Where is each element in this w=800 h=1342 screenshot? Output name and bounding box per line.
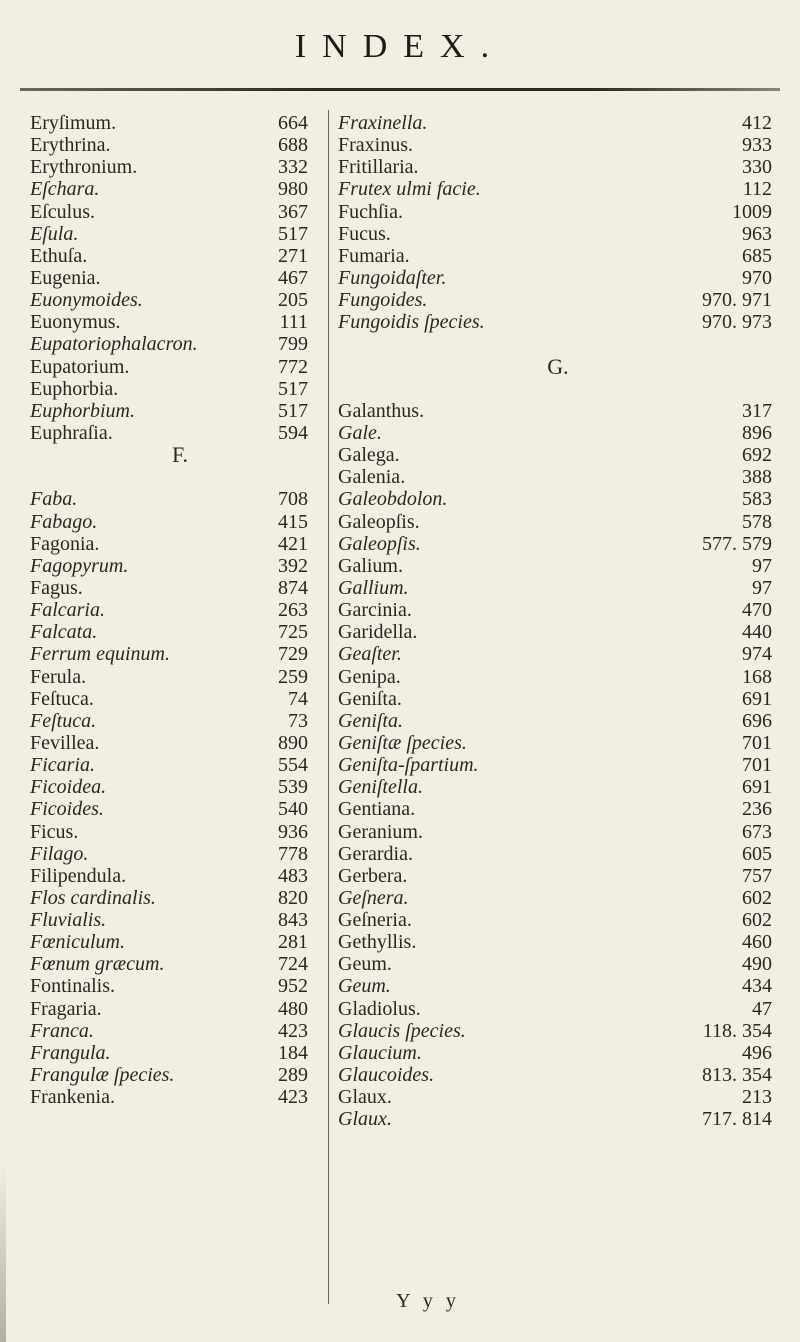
index-entry — [338, 1086, 778, 1108]
index-entry — [338, 444, 778, 466]
index-entry — [30, 1042, 330, 1064]
entry-name: Geſneria. — [338, 909, 412, 932]
entry-page-number: 696 — [742, 709, 772, 732]
index-entry — [30, 843, 330, 865]
entry-page-number: 673 — [742, 820, 772, 843]
entry-name: Geniſta. — [338, 687, 402, 710]
entry-name: Euonymus. — [30, 311, 121, 334]
entry-name: Geum. — [338, 953, 392, 976]
entry-name: Geniſtæ ſpecies. — [338, 731, 467, 754]
row-spacer — [338, 333, 778, 355]
entry-page-number: 963 — [742, 222, 772, 245]
entry-page-number: 490 — [742, 953, 772, 976]
entry-page-number: 118. 354 — [702, 1019, 772, 1042]
entry-name: Gerbera. — [338, 864, 408, 887]
index-entry — [338, 688, 778, 710]
entry-name: Eſchara. — [30, 178, 100, 201]
entry-name: Glaucoides. — [338, 1064, 435, 1087]
entry-page-number: 602 — [742, 909, 772, 932]
entry-page-number: 724 — [278, 953, 308, 976]
entry-page-number: 289 — [278, 1064, 308, 1087]
entry-page-number: 717. 814 — [702, 1108, 772, 1131]
index-entry — [338, 643, 778, 665]
entry-page-number: 701 — [742, 731, 772, 754]
entry-page-number: 470 — [742, 599, 772, 622]
entry-page-number: 47 — [752, 997, 772, 1020]
index-entry — [338, 821, 778, 843]
index-entry — [338, 577, 778, 599]
index-entry — [338, 201, 778, 223]
section-letter: F. — [172, 442, 188, 468]
entry-page-number: 820 — [278, 886, 308, 909]
index-entry — [338, 1108, 778, 1130]
entry-name: Glaux. — [338, 1108, 392, 1131]
index-entry — [30, 732, 330, 754]
entry-name: Fungoides. — [338, 289, 428, 312]
catchword: Y y y — [396, 1290, 460, 1312]
entry-page-number: 688 — [278, 134, 308, 157]
header-rule — [20, 88, 780, 91]
entry-name: Eſculus. — [30, 200, 95, 223]
entry-name: Galeopſis. — [338, 510, 420, 533]
left-column — [30, 112, 330, 1108]
entry-name: Ethuſa. — [30, 244, 88, 267]
entry-name: Fagopyrum. — [30, 554, 129, 577]
index-entry — [338, 245, 778, 267]
entry-name: Falcata. — [30, 621, 98, 644]
index-entry — [338, 998, 778, 1020]
entry-page-number: 936 — [278, 820, 308, 843]
index-entry — [338, 533, 778, 555]
entry-page-number: 421 — [278, 532, 308, 555]
entry-page-number: 205 — [278, 289, 308, 312]
entry-page-number: 412 — [742, 112, 772, 134]
entry-name: Eugenia. — [30, 266, 101, 289]
entry-name: Galenia. — [338, 466, 406, 489]
index-entry — [30, 776, 330, 798]
index-entry — [338, 865, 778, 887]
entry-name: Eryſimum. — [30, 112, 117, 134]
index-entry — [30, 333, 330, 355]
index-entry — [30, 798, 330, 820]
entry-name: Gentiana. — [338, 798, 416, 821]
entry-name: Erythronium. — [30, 156, 138, 179]
index-entry — [30, 998, 330, 1020]
index-entry — [338, 1020, 778, 1042]
entry-name: Glaucis ſpecies. — [338, 1019, 466, 1042]
entry-name: Euphorbium. — [30, 399, 135, 422]
entry-page-number: 330 — [742, 156, 772, 179]
entry-name: Fumaria. — [338, 244, 410, 267]
index-entry — [30, 356, 330, 378]
entry-page-number: 236 — [742, 798, 772, 821]
index-entry — [30, 666, 330, 688]
index-entry — [338, 112, 778, 134]
entry-page-number: 970 — [742, 266, 772, 289]
entry-name: Fœnum græcum. — [30, 953, 165, 976]
entry-page-number: 602 — [742, 886, 772, 909]
entry-name: Filago. — [30, 842, 89, 865]
entry-name: Geranium. — [338, 820, 423, 843]
entry-name: Gale. — [338, 421, 382, 444]
entry-name: Falcaria. — [30, 599, 105, 622]
entry-name: Franca. — [30, 1019, 94, 1042]
index-entry — [338, 400, 778, 422]
entry-page-number: 577. 579 — [702, 532, 772, 555]
entry-name: Eupatorium. — [30, 355, 130, 378]
entry-page-number: 259 — [278, 665, 308, 688]
index-entry — [30, 865, 330, 887]
index-entry — [30, 821, 330, 843]
entry-name: Geaſter. — [338, 643, 402, 666]
entry-name: Fritillaria. — [338, 156, 419, 179]
entry-page-number: 480 — [278, 997, 308, 1020]
entry-page-number: 540 — [278, 798, 308, 821]
entry-page-number: 423 — [278, 1086, 308, 1109]
index-entry — [30, 643, 330, 665]
page-edge-shadow — [0, 1160, 6, 1342]
entry-page-number: 517 — [278, 399, 308, 422]
index-entry — [30, 1064, 330, 1086]
entry-name: Fabago. — [30, 510, 98, 533]
entry-page-number: 980 — [278, 178, 308, 201]
entry-page-number: 434 — [742, 975, 772, 998]
entry-page-number: 112 — [742, 178, 772, 201]
row-spacer — [338, 378, 778, 400]
entry-name: Frangulæ ſpecies. — [30, 1064, 175, 1087]
index-entry — [338, 223, 778, 245]
index-entry — [338, 710, 778, 732]
entry-page-number: 691 — [742, 687, 772, 710]
index-entry — [30, 909, 330, 931]
entry-page-number: 317 — [742, 399, 772, 422]
entry-name: Frankenia. — [30, 1086, 115, 1109]
entry-page-number: 554 — [278, 754, 308, 777]
entry-page-number: 813. 354 — [702, 1064, 772, 1087]
entry-name: Ficoidea. — [30, 776, 107, 799]
entry-name: Faba. — [30, 488, 78, 511]
index-entry — [338, 975, 778, 997]
entry-page-number: 74 — [288, 687, 308, 710]
entry-name: Geum. — [338, 975, 391, 998]
entry-page-number: 332 — [278, 156, 308, 179]
entry-name: Gerardia. — [338, 842, 413, 865]
entry-name: Flos cardinalis. — [30, 886, 156, 909]
index-entry — [338, 156, 778, 178]
index-entry — [338, 311, 778, 333]
entry-name: Frutex ulmi facie. — [338, 178, 481, 201]
entry-name: Fœniculum. — [30, 931, 125, 954]
entry-name: Garidella. — [338, 621, 418, 644]
entry-page-number: 594 — [278, 421, 308, 444]
entry-name: Genipa. — [338, 665, 401, 688]
entry-page-number: 467 — [278, 266, 308, 289]
entry-page-number: 974 — [742, 643, 772, 666]
entry-page-number: 757 — [742, 864, 772, 887]
entry-page-number: 271 — [278, 244, 308, 267]
index-entry — [338, 887, 778, 909]
index-entry — [30, 201, 330, 223]
entry-page-number: 440 — [742, 621, 772, 644]
entry-page-number: 539 — [278, 776, 308, 799]
index-entry — [30, 555, 330, 577]
index-entry — [338, 776, 778, 798]
index-entry — [30, 223, 330, 245]
entry-page-number: 1009 — [732, 200, 772, 223]
entry-name: Geniſtella. — [338, 776, 423, 799]
entry-name: Ferrum equinum. — [30, 643, 170, 666]
entry-page-number: 111 — [279, 311, 308, 334]
entry-name: Gladiolus. — [338, 997, 421, 1020]
index-entry — [30, 378, 330, 400]
entry-page-number: 970. 973 — [702, 311, 772, 334]
index-entry — [338, 1064, 778, 1086]
entry-name: Fragaria. — [30, 997, 102, 1020]
index-entry — [30, 931, 330, 953]
index-entry — [30, 267, 330, 289]
entry-page-number: 578 — [742, 510, 772, 533]
index-entry — [338, 732, 778, 754]
index-entry — [338, 931, 778, 953]
entry-page-number: 890 — [278, 731, 308, 754]
entry-name: Garcinia. — [338, 599, 412, 622]
index-entry — [30, 422, 330, 444]
entry-name: Galium. — [338, 554, 403, 577]
entry-name: Glaux. — [338, 1086, 392, 1109]
index-entry — [30, 1020, 330, 1042]
index-entry — [30, 400, 330, 422]
entry-page-number: 496 — [742, 1041, 772, 1064]
entry-page-number: 725 — [278, 621, 308, 644]
index-entry — [30, 533, 330, 555]
entry-page-number: 874 — [278, 576, 308, 599]
index-entry — [338, 1042, 778, 1064]
entry-name: Frangula. — [30, 1041, 111, 1064]
entry-name: Geſnera. — [338, 886, 409, 909]
entry-page-number: 778 — [278, 842, 308, 865]
entry-name: Geniſta. — [338, 709, 403, 732]
entry-name: Glaucium. — [338, 1041, 422, 1064]
entry-page-number: 933 — [742, 134, 772, 157]
index-entry — [30, 289, 330, 311]
page-header: INDEX. — [294, 28, 506, 65]
entry-page-number: 97 — [752, 554, 772, 577]
index-entry — [338, 267, 778, 289]
entry-name: Galeobdolon. — [338, 488, 448, 511]
entry-name: Fraxinus. — [338, 134, 413, 157]
entry-page-number: 263 — [278, 599, 308, 622]
entry-name: Fucus. — [338, 222, 391, 245]
entry-page-number: 423 — [278, 1019, 308, 1042]
index-entry — [30, 688, 330, 710]
index-entry — [30, 112, 330, 134]
entry-page-number: 388 — [742, 466, 772, 489]
entry-page-number: 970. 971 — [702, 289, 772, 312]
entry-page-number: 415 — [278, 510, 308, 533]
entry-name: Ficoides. — [30, 798, 104, 821]
entry-page-number: 168 — [742, 665, 772, 688]
entry-name: Filipendula. — [30, 864, 127, 887]
entry-page-number: 685 — [742, 244, 772, 267]
entry-name: Galega. — [338, 444, 400, 467]
index-entry — [30, 488, 330, 510]
entry-page-number: 281 — [278, 931, 308, 954]
index-entry — [338, 843, 778, 865]
entry-name: Gethyllis. — [338, 931, 417, 954]
index-entry — [338, 666, 778, 688]
index-entry — [338, 953, 778, 975]
entry-name: Ferula. — [30, 665, 87, 688]
index-entry — [30, 754, 330, 776]
entry-page-number: 843 — [278, 909, 308, 932]
entry-name: Ficaria. — [30, 754, 95, 777]
index-entry — [338, 422, 778, 444]
entry-name: Fevillea. — [30, 731, 100, 754]
entry-page-number: 799 — [278, 333, 308, 356]
index-entry — [338, 599, 778, 621]
entry-page-number: 73 — [288, 709, 308, 732]
index-entry — [30, 245, 330, 267]
entry-page-number: 664 — [278, 112, 308, 134]
entry-page-number: 772 — [278, 355, 308, 378]
index-entry — [30, 178, 330, 200]
entry-name: Euphraſia. — [30, 421, 113, 444]
entry-name: Fraxinella. — [338, 112, 428, 134]
index-entry — [30, 887, 330, 909]
index-entry — [338, 466, 778, 488]
entry-page-number: 367 — [278, 200, 308, 223]
index-entry — [30, 953, 330, 975]
index-entry — [30, 975, 330, 997]
entry-page-number: 896 — [742, 421, 772, 444]
entry-page-number: 701 — [742, 754, 772, 777]
index-entry — [30, 511, 330, 533]
index-entry — [338, 178, 778, 200]
entry-page-number: 483 — [278, 864, 308, 887]
entry-name: Feſtuca. — [30, 687, 94, 710]
entry-name: Ficus. — [30, 820, 79, 843]
entry-page-number: 517 — [278, 222, 308, 245]
section-letter: G. — [547, 353, 569, 379]
entry-name: Fungoidis ſpecies. — [338, 311, 485, 334]
entry-name: Galanthus. — [338, 399, 425, 422]
index-entry — [30, 577, 330, 599]
entry-page-number: 392 — [278, 554, 308, 577]
index-entry — [338, 134, 778, 156]
index-entry — [30, 621, 330, 643]
entry-page-number: 97 — [752, 576, 772, 599]
entry-page-number: 583 — [742, 488, 772, 511]
entry-name: Galeopſis. — [338, 532, 421, 555]
entry-page-number: 729 — [278, 643, 308, 666]
entry-page-number: 605 — [742, 842, 772, 865]
entry-page-number: 952 — [278, 975, 308, 998]
index-entry — [30, 156, 330, 178]
index-entry — [338, 488, 778, 510]
index-entry — [338, 511, 778, 533]
entry-page-number: 213 — [742, 1086, 772, 1109]
index-entry — [30, 1086, 330, 1108]
entry-page-number: 184 — [278, 1041, 308, 1064]
entry-name: Euphorbia. — [30, 377, 119, 400]
entry-name: Geniſta-ſpartium. — [338, 754, 479, 777]
right-column — [338, 112, 778, 1130]
index-entry — [30, 710, 330, 732]
entry-page-number: 691 — [742, 776, 772, 799]
entry-name: Erythrina. — [30, 134, 111, 157]
index-entry — [338, 621, 778, 643]
index-entry — [338, 909, 778, 931]
index-entry — [338, 754, 778, 776]
entry-page-number: 708 — [278, 488, 308, 511]
entry-name: Fontinalis. — [30, 975, 116, 998]
index-entry — [338, 798, 778, 820]
entry-name: Gallium. — [338, 576, 409, 599]
index-entry — [30, 134, 330, 156]
entry-name: Feſtuca. — [30, 709, 97, 732]
entry-name: Eupatoriophalacron. — [30, 333, 198, 356]
entry-page-number: 517 — [278, 377, 308, 400]
entry-name: Fungoidaſter. — [338, 266, 447, 289]
entry-page-number: 460 — [742, 931, 772, 954]
index-entry — [338, 555, 778, 577]
entry-name: Fagonia. — [30, 532, 100, 555]
index-entry — [338, 289, 778, 311]
row-spacer — [30, 466, 330, 488]
entry-page-number: 692 — [742, 444, 772, 467]
entry-name: Eſula. — [30, 222, 79, 245]
entry-name: Fagus. — [30, 576, 83, 599]
index-entry — [30, 311, 330, 333]
index-entry — [30, 599, 330, 621]
entry-name: Fuchſia. — [338, 200, 403, 223]
entry-name: Fluvialis. — [30, 909, 107, 932]
entry-name: Euonymoides. — [30, 289, 143, 312]
